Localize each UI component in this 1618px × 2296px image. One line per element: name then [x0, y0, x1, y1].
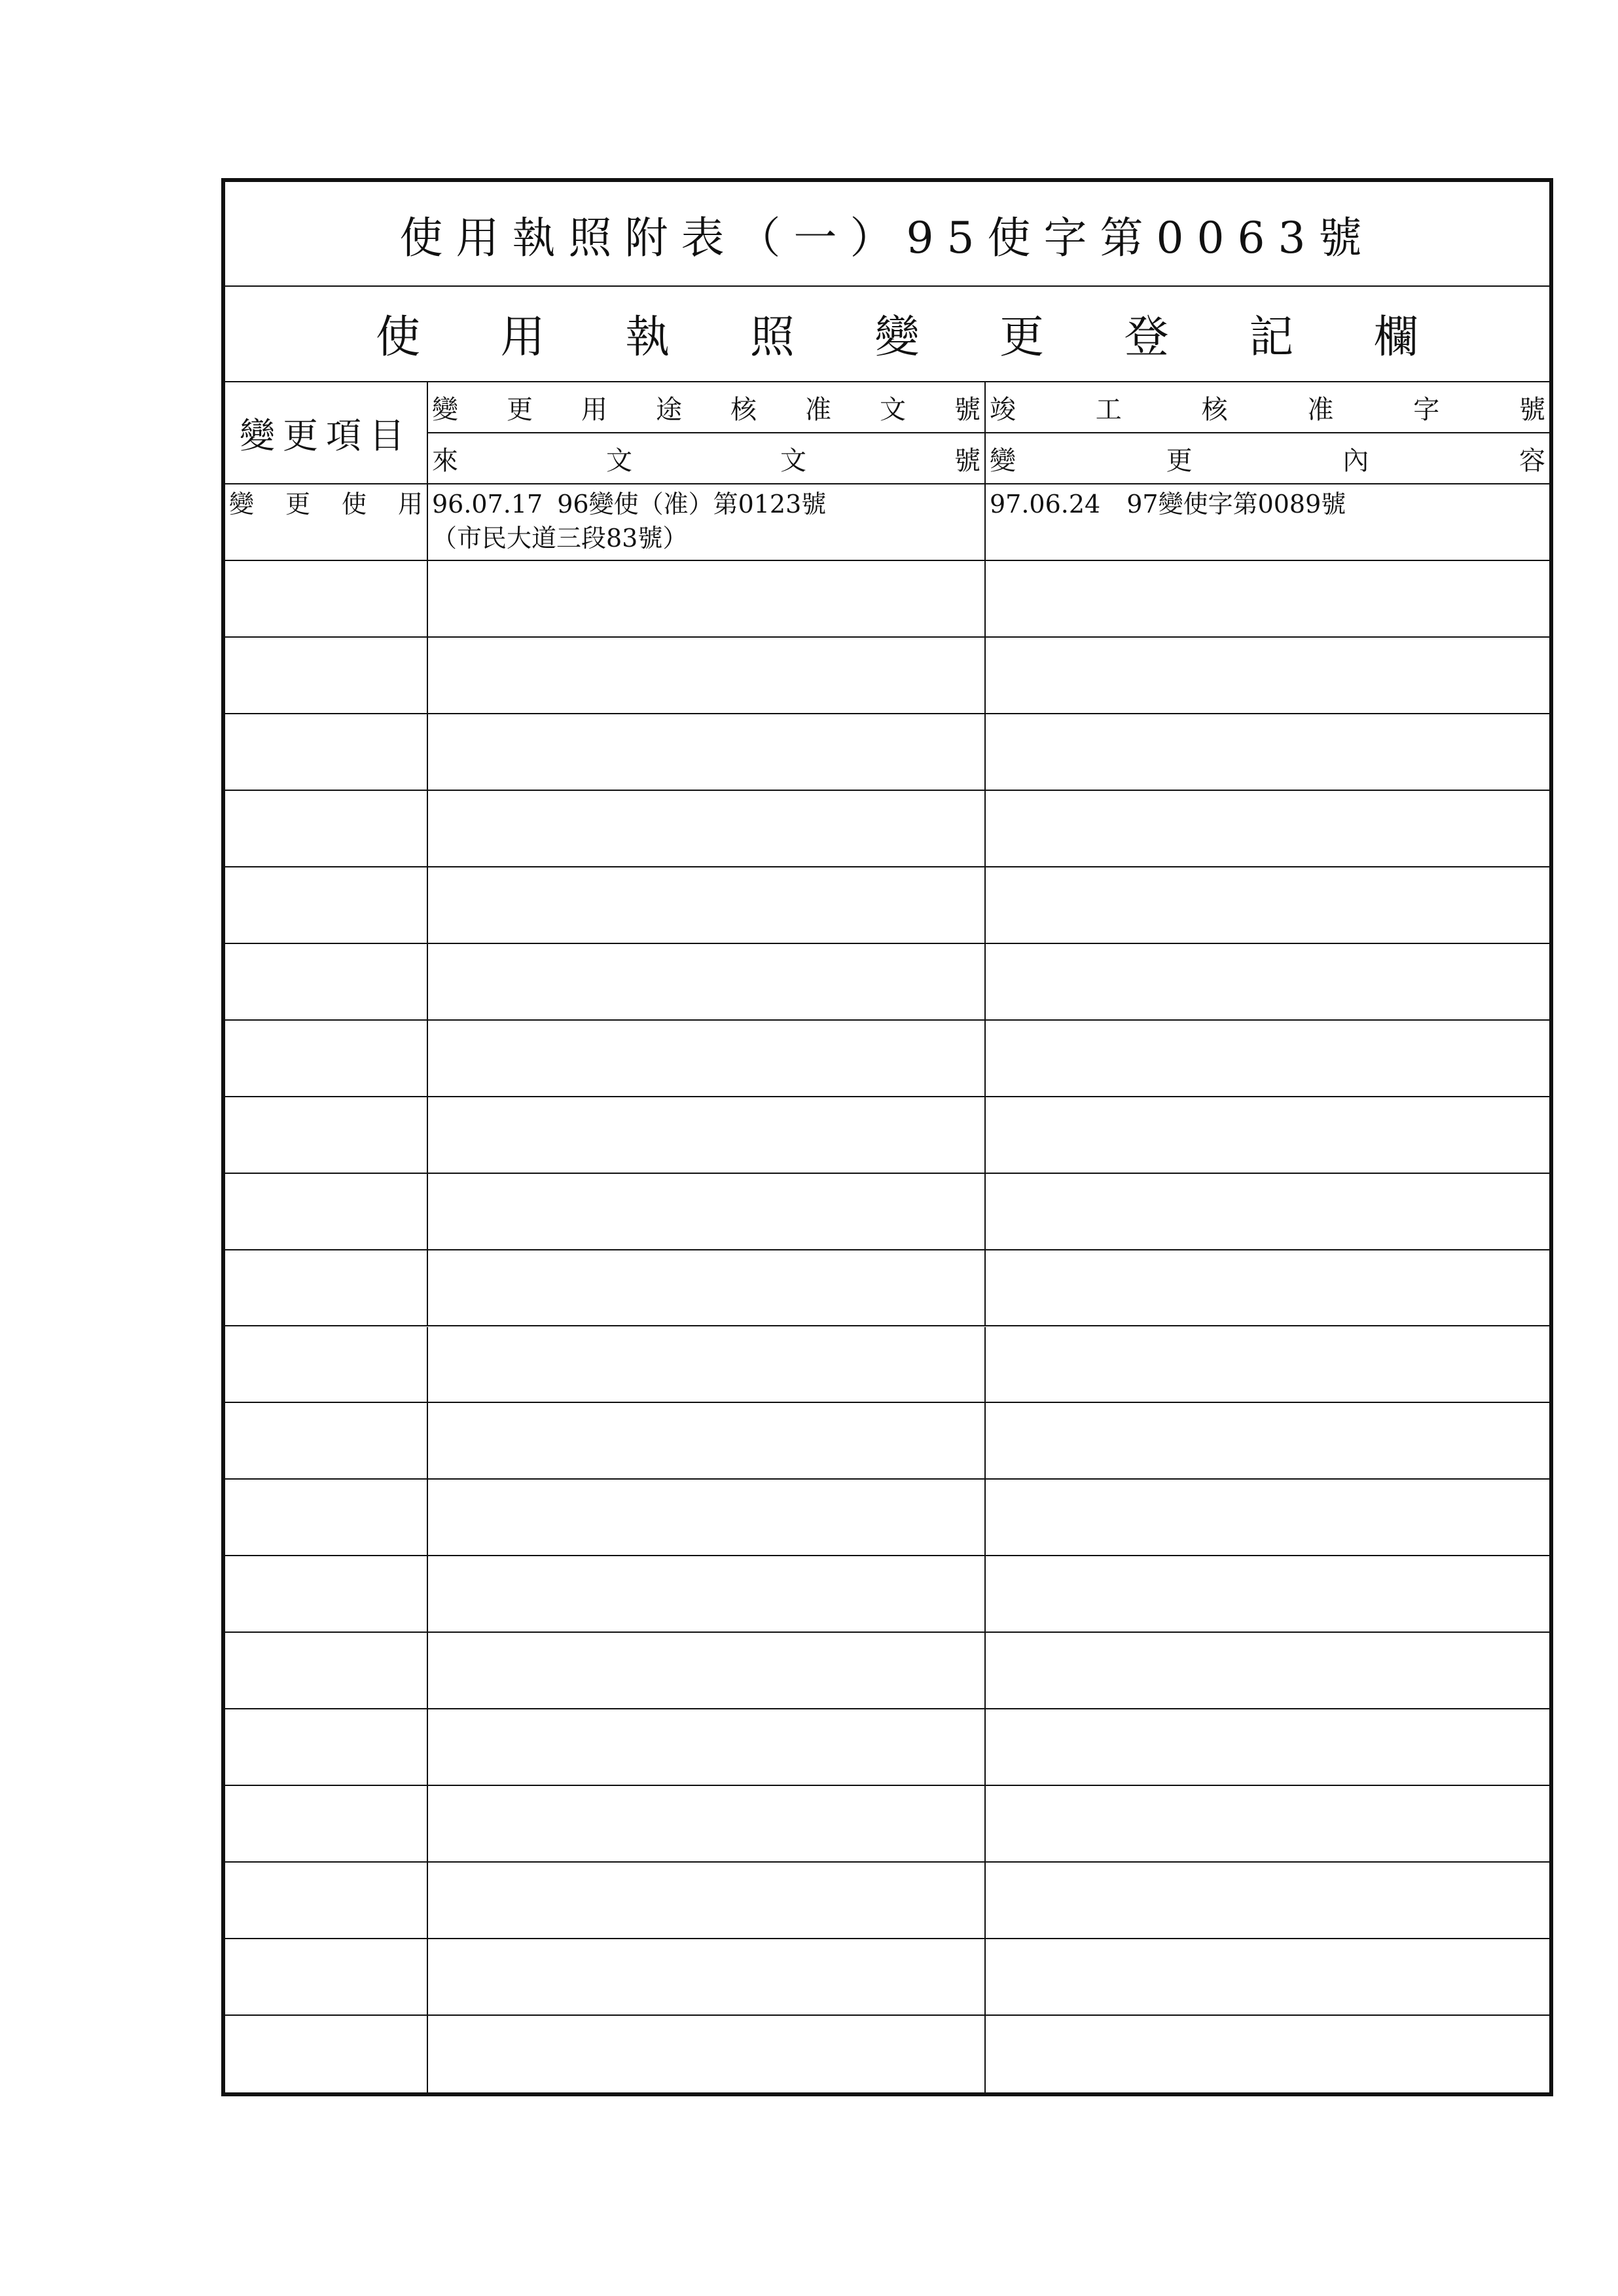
table-row: [225, 867, 1549, 944]
header-char: 字: [1413, 394, 1440, 425]
change-item-cell: [225, 867, 428, 943]
header-char: 核: [730, 394, 757, 425]
subtitle-char: 用: [500, 311, 545, 363]
table-row: [225, 1403, 1549, 1480]
completion-cell: [986, 714, 1549, 790]
change-item-cell: [225, 1709, 428, 1785]
approval-cell: [428, 867, 986, 943]
change-item-cell: [225, 1403, 428, 1478]
completion-cell: [986, 1786, 1549, 1861]
completion-cell: [986, 638, 1549, 713]
change-item-cell: [225, 714, 428, 790]
table-row: [225, 638, 1549, 714]
approval-cell: [428, 714, 986, 790]
change-item-cell: [225, 1939, 428, 2014]
header-char: 號: [1519, 394, 1545, 425]
completion-cell: [986, 867, 1549, 943]
completion-cell: [986, 1250, 1549, 1326]
completion-cell: [986, 1021, 1549, 1096]
table-row: [225, 1327, 1549, 1404]
completion-cell: [986, 791, 1549, 866]
subtitle-char: 欄: [1373, 311, 1418, 363]
approval-number: 96變使（准）第0123號: [557, 490, 827, 519]
header-char: 文: [780, 445, 806, 476]
approval-cell: [428, 1250, 986, 1326]
approval-cell: [428, 1709, 986, 1785]
table-row: [225, 1863, 1549, 1939]
change-item-cell: [225, 1556, 428, 1631]
approval-cell: [428, 1021, 986, 1096]
change-item-cell: [225, 1480, 428, 1555]
completion-cell: [986, 944, 1549, 1019]
change-item-cell: [225, 944, 428, 1019]
approval-cell: [428, 561, 986, 636]
approval-cell: [428, 1327, 986, 1402]
item-char: 使: [341, 490, 367, 519]
approval-cell: [428, 638, 986, 713]
header-char: 變: [990, 445, 1016, 476]
change-item-cell: [225, 1786, 428, 1861]
approval-cell: [428, 1174, 986, 1249]
table-row: [225, 944, 1549, 1021]
change-item-cell: [225, 1327, 428, 1402]
subtitle-char: 更: [999, 311, 1045, 363]
header-char: 工: [1095, 394, 1122, 425]
header-char: 准: [805, 394, 831, 425]
completion-cell: [986, 561, 1549, 636]
table-row: [225, 1709, 1549, 1786]
completion-cell: [986, 2016, 1549, 2092]
header-char: 用: [581, 394, 607, 425]
form-title: 使用執照附表（一）95使字第0063號: [225, 182, 1549, 287]
change-item-cell: [225, 638, 428, 713]
header-char: 容: [1519, 445, 1545, 476]
completion-cell: [986, 1939, 1549, 2014]
table-row: [225, 1097, 1549, 1174]
header-char: 竣: [990, 394, 1016, 425]
approval-cell: [428, 1939, 986, 2014]
header-completion-number: [986, 382, 1549, 433]
header-char: 來: [432, 445, 458, 476]
header-char: 文: [606, 445, 632, 476]
change-item-cell: [225, 1174, 428, 1249]
table-row: [225, 791, 1549, 867]
approval-cell: [428, 1556, 986, 1631]
table-row: [225, 1556, 1549, 1633]
approval-line: [432, 487, 984, 521]
table-row: [225, 561, 1549, 638]
approval-address-note: （市民大道三段83號）: [432, 524, 688, 553]
change-item-cell: [225, 1633, 428, 1708]
header-incoming-document-number: [428, 433, 986, 484]
header-char: 更: [1166, 445, 1193, 476]
header-approval-number: [428, 382, 986, 433]
header-change-item: 變更項目: [225, 382, 428, 484]
table-row: [225, 1786, 1549, 1863]
completion-cell: [986, 1633, 1549, 1708]
header-char: 文: [880, 394, 906, 425]
completion-cell: [986, 1097, 1549, 1173]
subtitle-char: 登: [1124, 311, 1169, 363]
approval-cell: [428, 1403, 986, 1478]
completion-cell: [986, 1709, 1549, 1785]
change-item-cell: [225, 1250, 428, 1326]
approval-cell: [428, 1863, 986, 1938]
table-row: [225, 1480, 1549, 1556]
approval-cell: [428, 2016, 986, 2092]
table-row: [225, 714, 1549, 791]
header-char: 准: [1307, 394, 1334, 425]
approval-cell: [428, 791, 986, 866]
completion-cell: [986, 1480, 1549, 1555]
table-row: [225, 1250, 1549, 1327]
approval-cell: [428, 1633, 986, 1708]
subtitle-char: 記: [1249, 311, 1294, 363]
completion-cell: [986, 484, 1549, 560]
table-row: [225, 1021, 1549, 1097]
header-char: 內: [1342, 445, 1369, 476]
header-char: 號: [954, 394, 980, 425]
header-char: 變: [432, 394, 458, 425]
change-item-cell: [225, 1021, 428, 1096]
change-item-cell: [225, 791, 428, 866]
completion-cell: [986, 1556, 1549, 1631]
change-item-cell: [225, 561, 428, 636]
change-item-cell: [225, 484, 428, 560]
approval-date: 96.07.17: [432, 490, 543, 519]
completion-date: 97.06.24: [990, 490, 1101, 519]
item-char: 變: [229, 490, 255, 519]
header-char: 更: [507, 394, 533, 425]
table-body: [225, 484, 1549, 2092]
table-row: [225, 1939, 1549, 2016]
header-char: 號: [954, 445, 980, 476]
subtitle-char: 變: [874, 311, 920, 363]
subtitle-char: 使: [376, 311, 421, 363]
table-row: [225, 1174, 1549, 1250]
approval-cell: [428, 484, 986, 560]
change-item-cell: [225, 2016, 428, 2092]
subtitle-char: 照: [749, 311, 795, 363]
completion-cell: [986, 1403, 1549, 1478]
header-char: 途: [656, 394, 682, 425]
approval-cell: [428, 944, 986, 1019]
completion-cell: [986, 1863, 1549, 1938]
completion-cell: [986, 1327, 1549, 1402]
table-row: [225, 484, 1549, 561]
completion-number: 97變使字第0089號: [1126, 490, 1346, 519]
header-char: 核: [1201, 394, 1228, 425]
approval-cell: [428, 1480, 986, 1555]
change-registration-form: [221, 178, 1553, 2096]
item-char: 更: [285, 490, 310, 519]
table-row: [225, 1633, 1549, 1709]
completion-cell: [986, 1174, 1549, 1249]
item-char: 用: [397, 490, 423, 519]
change-item-cell: [225, 1097, 428, 1173]
table-row: [225, 2016, 1549, 2092]
subtitle-char: 執: [625, 311, 670, 363]
approval-cell: [428, 1786, 986, 1861]
approval-cell: [428, 1097, 986, 1173]
form-subtitle: [225, 285, 1549, 382]
header-change-content: [986, 433, 1549, 484]
change-item-cell: [225, 1863, 428, 1938]
